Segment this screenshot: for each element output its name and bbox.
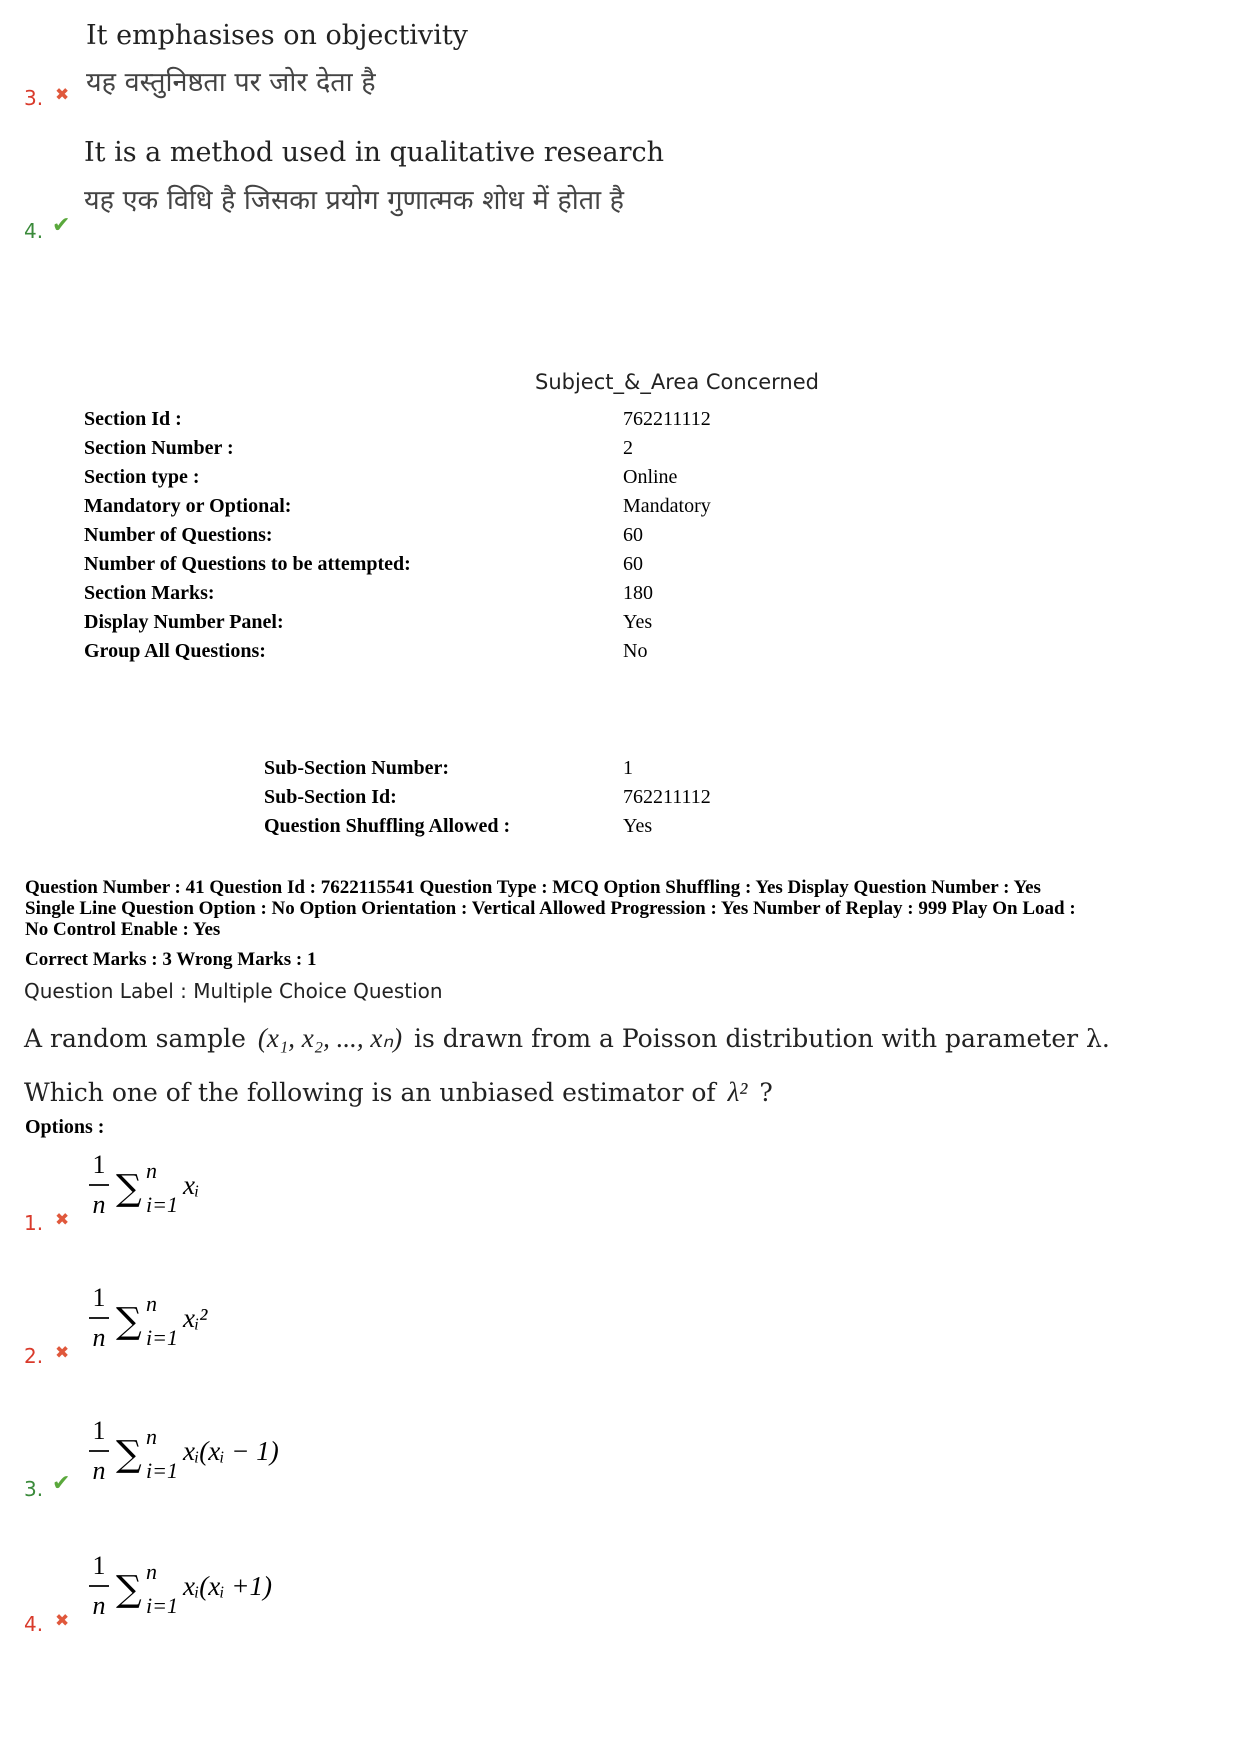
question-text: A random sample [24, 1024, 246, 1053]
section-row-value: No [623, 640, 648, 662]
option-text-hi: यह एक विधि है जिसका प्रयोग गुणात्मक शोध में होता है [84, 185, 624, 216]
sum-upper-limit: n [146, 1424, 157, 1449]
sum-lower-limit: i=1 [146, 1192, 178, 1217]
fraction-numerator: 1 [92, 1150, 106, 1179]
sum-lower-limit: i=1 [146, 1458, 178, 1483]
question-marks: Correct Marks : 3 Wrong Marks : 1 [25, 949, 317, 970]
subsection-row-label: Question Shuffling Allowed : [264, 815, 511, 837]
wrong-mark-icon: ✖ [55, 1343, 70, 1363]
option-number: 3. [24, 86, 44, 110]
question-text: Which one of the following is an unbiased estimator of [24, 1078, 716, 1107]
question-meta-line: No Control Enable : Yes [25, 919, 221, 940]
fraction-numerator: 1 [92, 1283, 106, 1312]
wrong-mark-icon: ✖ [55, 1210, 70, 1230]
subsection-row-value: 1 [623, 757, 633, 779]
section-row-label: Number of Questions: [84, 524, 273, 546]
section-row-label: Section Id : [84, 408, 182, 430]
fraction-numerator: 1 [92, 1551, 106, 1580]
sum-upper-limit: n [146, 1158, 157, 1183]
option-text-hi: यह वस्तुनिष्ठता पर जोर देता है [86, 67, 376, 98]
question-meta-line: Single Line Question Option : No Option Orientation : Vertical Allowed Progression : Yes Number of Replay : 999 Play On Load : [25, 898, 1076, 919]
sum-term: xᵢ² [183, 1303, 208, 1333]
question-text-line-2 [24, 1077, 773, 1108]
fraction-denominator: n [92, 1190, 106, 1219]
fraction-bar [89, 1317, 109, 1319]
section-row-label: Number of Questions to be attempted: [84, 553, 411, 575]
section-row-value: Yes [623, 611, 653, 633]
sum-symbol: ∑ [116, 1569, 142, 1610]
question-text: ? [759, 1078, 773, 1107]
section-row-value: 60 [623, 553, 643, 575]
question-text-line-1 [24, 1023, 1110, 1054]
correct-mark-icon: ✔ [52, 213, 71, 238]
sum-upper-limit: n [146, 1291, 157, 1316]
sum-term: xᵢ(xᵢ +1) [183, 1571, 272, 1601]
option-number: 2. [24, 1344, 44, 1368]
lambda-squared-math: λ² [727, 1077, 748, 1107]
option-number: 4. [24, 219, 44, 243]
sum-symbol: ∑ [116, 1434, 142, 1475]
option-text-en: It emphasises on objectivity [86, 20, 468, 51]
section-row-label: Section type : [84, 466, 200, 488]
subsection-row-label: Sub-Section Number: [264, 757, 450, 779]
fraction-denominator: n [92, 1591, 106, 1620]
section-row-value: 762211112 [623, 408, 711, 430]
fraction-bar [89, 1184, 109, 1186]
section-title: Subject_&_Area Concerned [535, 370, 819, 394]
section-row-label: Section Marks: [84, 582, 215, 604]
sample-math: (x₁, x₂, ..., xₙ) [257, 1023, 403, 1053]
subsection-row-label: Sub-Section Id: [264, 786, 397, 808]
section-row-value: Mandatory [623, 495, 711, 517]
section-row-value: 60 [623, 524, 643, 546]
wrong-mark-icon: ✖ [55, 1611, 70, 1631]
fraction-bar [89, 1585, 109, 1587]
sum-term: xᵢ(xᵢ − 1) [183, 1436, 279, 1466]
question-meta-line: Question Number : 41 Question Id : 7622115541 Question Type : MCQ Option Shuffling : Yes Display Question Number : Yes [25, 877, 1041, 898]
section-row-value: 180 [623, 582, 653, 604]
section-row-label: Section Number : [84, 437, 234, 459]
subsection-row-value: Yes [623, 815, 653, 837]
subsection-row-value: 762211112 [623, 786, 711, 808]
sum-lower-limit: i=1 [146, 1593, 178, 1618]
option-number: 3. [24, 1477, 44, 1501]
option-number: 4. [24, 1612, 44, 1636]
fraction-numerator: 1 [92, 1416, 106, 1445]
section-row-label: Group All Questions: [84, 640, 266, 662]
fraction-bar [89, 1450, 109, 1452]
fraction-denominator: n [92, 1323, 106, 1352]
options-heading: Options : [25, 1116, 105, 1138]
option-number: 1. [24, 1211, 44, 1235]
sum-term: xᵢ [183, 1170, 200, 1200]
section-row-label: Display Number Panel: [84, 611, 284, 633]
sum-upper-limit: n [146, 1559, 157, 1584]
question-label: Question Label : Multiple Choice Question [24, 979, 443, 1003]
sum-symbol: ∑ [116, 1301, 142, 1342]
option-text-en: It is a method used in qualitative research [84, 137, 665, 168]
section-row-value: Online [623, 466, 678, 488]
wrong-mark-icon: ✖ [55, 85, 70, 105]
sum-lower-limit: i=1 [146, 1325, 178, 1350]
section-row-label: Mandatory or Optional: [84, 495, 292, 517]
correct-mark-icon: ✔ [52, 1471, 71, 1496]
sum-symbol: ∑ [116, 1168, 142, 1209]
fraction-denominator: n [92, 1456, 106, 1485]
question-text: is drawn from a Poisson distribution with parameter λ. [414, 1024, 1110, 1053]
section-row-value: 2 [623, 437, 633, 459]
